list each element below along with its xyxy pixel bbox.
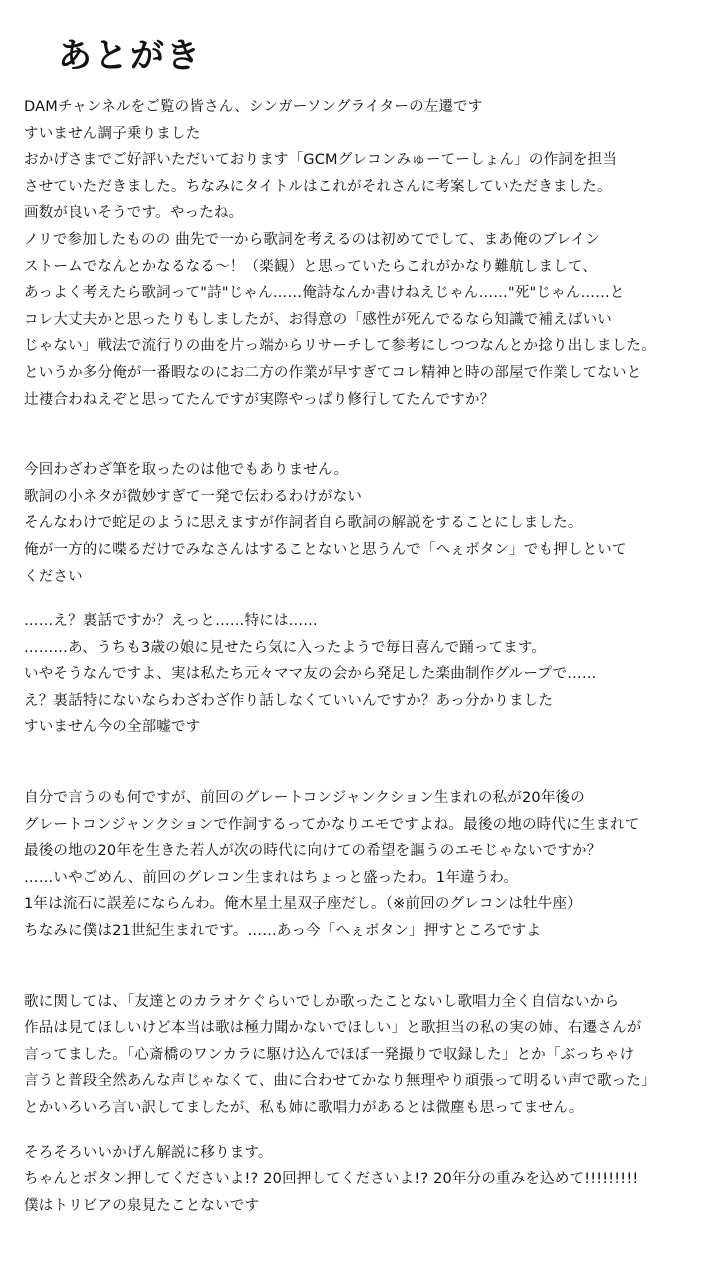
text-line: DAMチャンネルをご覧の皆さん、シンガーソングライターの左遷です bbox=[24, 99, 483, 115]
text-line: ちゃんとボタン押してくださいよ!? 20回押してくださいよ!? 20年分の重みを込めて!!!!!!!!! bbox=[24, 1171, 639, 1188]
text-line: ちなみに僕は21世紀生まれです。……あっ今「へぇボタン」押すところですよ bbox=[24, 923, 542, 940]
text-line: そろそろいいかげん解説に移ります。 bbox=[24, 1144, 273, 1161]
text-line: すいません調子乗りました bbox=[24, 125, 201, 142]
paragraph-purpose bbox=[24, 457, 714, 590]
text-line: え？裏話特にないならわざわざ作り話しなくていいんですか？あっ分かりました bbox=[24, 692, 554, 709]
paragraph-intro bbox=[24, 94, 714, 413]
text-line: ……え？裏話ですか？えっと……特には…… bbox=[24, 613, 318, 630]
text-line: いやそうなんですよ、実は私たち元々ママ友の会から発足した楽曲制作グループで…… bbox=[24, 666, 597, 683]
text-line: ください bbox=[24, 568, 83, 585]
text-line: 最後の地の20年を生きた若人が次の時代に向けての希望を謳うのエモじゃないですか？ bbox=[24, 843, 602, 860]
text-line: ノリで参加したものの 曲先で一から歌詞を考えるのは初めてでして、まあ俺のブレイン bbox=[24, 231, 600, 248]
paragraph-closing bbox=[24, 1140, 714, 1220]
text-line: 言ってました。「心斎橋のワンカラに駆け込んでほぼ一発撮りで収録した」とか「ぶっちゃけ bbox=[24, 1046, 635, 1063]
paragraph-spacer bbox=[24, 590, 714, 608]
paragraph-spacer bbox=[24, 1122, 714, 1140]
paragraph-spacer bbox=[24, 945, 714, 989]
text-line: 歌に関しては、「友達とのカラオケぐらいでしか歌ったことないし歌唱力全く自信ないから bbox=[24, 993, 620, 1010]
paragraph-great-conjunction bbox=[24, 785, 714, 945]
text-line: 作品は見てほしいけど本当は歌は極力聞かないでほしい」と歌担当の私の実の姉、右遷さんが bbox=[24, 1020, 642, 1037]
text-line: じゃない」戦法で流行りの曲を片っ端からリサーチして参考にしつつなんとか捻り出しました。 bbox=[24, 338, 656, 355]
text-line: 俺が一方的に喋るだけでみなさんはすることないと思うんで「へぇボタン」でも押しといて bbox=[24, 541, 627, 558]
text-line: させていただきました。ちなみにタイトルはこれがそれさんに考案していただきました。 bbox=[24, 178, 612, 195]
afterword-body bbox=[24, 94, 714, 1219]
text-line: 自分で言うのも何ですが、前回のグレートコンジャンクション生まれの私が20年後の bbox=[24, 790, 585, 807]
text-line: ……いやごめん、前回のグレコン生まれはちょっと盛ったわ。1年違うわ。 bbox=[24, 869, 519, 886]
text-line: とかいろいろ言い訳してましたが、私も姉に歌唱力があるとは微塵も思ってません。 bbox=[24, 1100, 584, 1116]
text-line: 今回わざわざ筆を取ったのは他でもありません。 bbox=[24, 462, 349, 479]
text-line: すいません今の全部嘘です bbox=[24, 719, 201, 736]
paragraph-behind-the-scenes bbox=[24, 608, 714, 741]
text-line: コレ大丈夫かと思ったりもしましたが、お得意の「感性が死んでるなら知識で補えばいい bbox=[24, 311, 612, 328]
text-line: ストームでなんとかなるなる〜！（楽観）と思っていたらこれがかなり難航しまして、 bbox=[24, 258, 598, 275]
text-line: 辻褄合わねえぞと思ってたんですが実際やっぱり修行してたんですか？ bbox=[24, 391, 495, 408]
text-line: グレートコンジャンクションで作詞するってかなりエモですよね。最後の地の時代に生まれて bbox=[24, 816, 640, 833]
text-line: おかげさまでご好評いただいております「GCMグレコンみゅーてーしょん」の作詞を担当 bbox=[24, 152, 618, 169]
text-line: 言うと普段全然あんな声じゃなくて、曲に合わせてかなり無理やり頑張って明るい声で歌った」 bbox=[24, 1073, 656, 1090]
text-line: 歌詞の小ネタが微妙すぎて一発で伝わるわけがない bbox=[24, 488, 363, 505]
paragraph-spacer bbox=[24, 741, 714, 785]
text-line: ………あ、うちも3歳の娘に見せたら気に入ったようで毎日喜んで踊ってます。 bbox=[24, 639, 547, 656]
paragraph-singing bbox=[24, 989, 714, 1122]
text-line: あっよく考えたら歌詞って"詩"じゃん……俺詩なんか書けねえじゃん……"死"じゃん……と bbox=[24, 285, 625, 302]
text-line: 1年は流石に誤差にならんわ。俺木星土星双子座だし。（※前回のグレコンは牡牛座） bbox=[24, 896, 582, 913]
text-line: というか多分俺が一番暇なのにお二方の作業が早すぎてコレ精神と時の部屋で作業してないと bbox=[24, 364, 642, 381]
paragraph-spacer bbox=[24, 413, 714, 457]
text-line: そんなわけで蛇足のように思えますが作詞者自ら歌詞の解説をすることにしました。 bbox=[24, 515, 583, 532]
text-line: 僕はトリビアの泉見たことないです bbox=[24, 1197, 260, 1214]
text-line: 画数が良いそうです。やったね。 bbox=[24, 205, 244, 222]
page-title: あとがき bbox=[58, 36, 202, 76]
